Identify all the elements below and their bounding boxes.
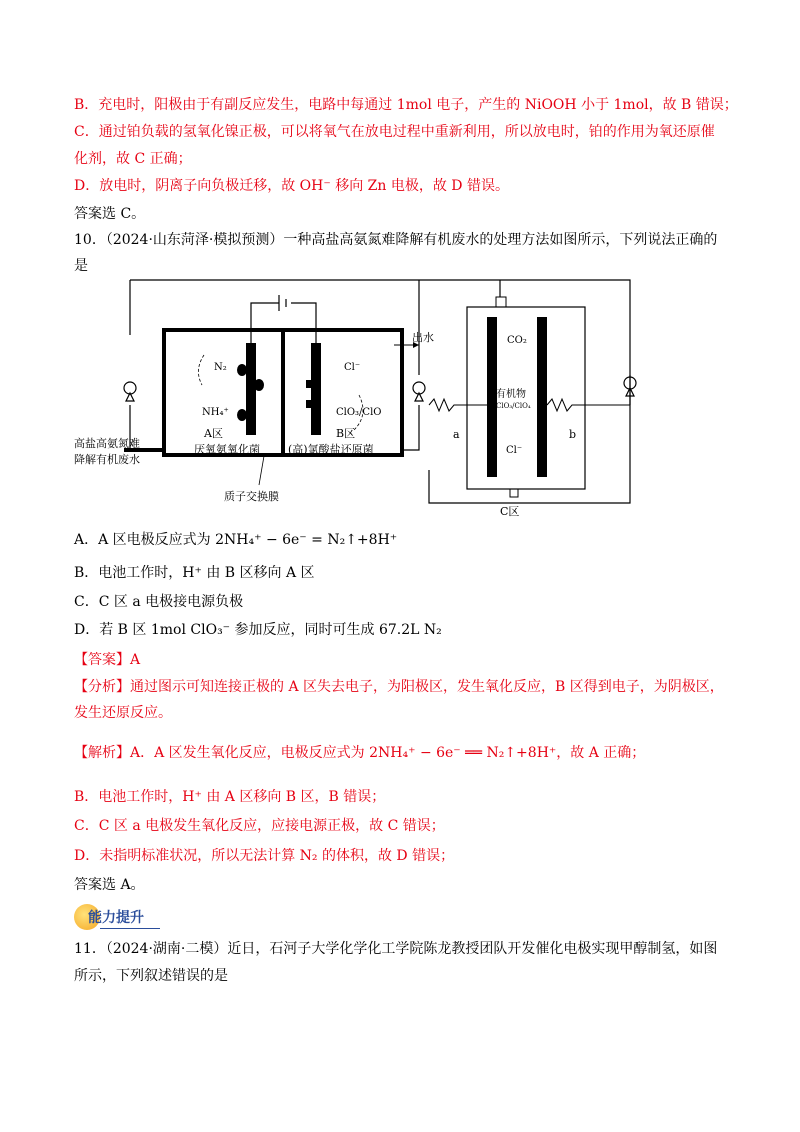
analysis-line1: 【分析】通过图示可知连接正极的 A 区失去电子，为阳极区，发生氧化反应，B 区得到电子，为阴极区， (74, 679, 724, 695)
svg-text:出水: 出水 (412, 331, 434, 344)
svg-text:CO₂: CO₂ (507, 335, 527, 346)
option-a: A．A 区电极反应式为 2NH₄⁺ − 6e⁻ = N₂↑+8H⁺ (74, 532, 398, 548)
svg-text:厌氧氨氧化菌: 厌氧氨氧化菌 (194, 443, 260, 456)
svg-text:降解有机废水: 降解有机废水 (74, 453, 140, 466)
svg-text:ClO₃/ClO₄: ClO₃/ClO₄ (496, 402, 531, 410)
svg-text:ClO₃/ClO: ClO₃/ClO (336, 407, 382, 418)
ability-badge (74, 904, 170, 930)
question-10-line2: 是 (74, 258, 88, 274)
prev-option-c-line2: 化剂，故 C 正确； (74, 151, 192, 167)
explanation-d: D．未指明标准状况，所以无法计算 N₂ 的体积，故 D 错误； (74, 848, 455, 864)
prev-option-b: B．充电时，阳极由于有副反应发生，电路中每通过 1mol 电子，产生的 NiOOH 小于 1mol，故 B 错误； (74, 97, 738, 113)
svg-text:N₂: N₂ (214, 362, 227, 373)
electrode-a (246, 343, 256, 435)
answer: 【答案】A (74, 652, 141, 668)
electrode-b (311, 343, 321, 435)
option-d: D．若 B 区 1mol ClO₃⁻ 参加反应，同时可生成 67.2L N₂ (74, 622, 442, 638)
badge-rule (100, 928, 160, 929)
prev-option-c-line1: C．通过铂负载的氢氧化镍正极，可以将氧气在放电过程中重新利用，所以放电时，铂的作用为氧还原催 (74, 124, 715, 140)
electrolysis-diagram (74, 275, 644, 520)
svg-text:(高)氯酸盐还原菌: (高)氯酸盐还原菌 (288, 443, 374, 456)
analysis-line2: 发生还原反应。 (74, 705, 172, 721)
svg-text:a: a (453, 428, 460, 441)
svg-text:C区: C区 (500, 505, 520, 518)
pump-middle (413, 382, 425, 401)
explanation-c: C．C 区 a 电极发生氧化反应，应接电源正极，故 C 错误； (74, 818, 445, 834)
explanation-b: B．电池工作时，H⁺ 由 A 区移向 B 区，B 错误； (74, 789, 386, 805)
svg-text:质子交换膜: 质子交换膜 (224, 490, 279, 503)
svg-text:Cl⁻: Cl⁻ (344, 362, 361, 373)
question-11-line2: 所示，下列叙述错误的是 (74, 968, 228, 984)
badge-label: 能力提升 (88, 910, 144, 926)
svg-text:B区: B区 (336, 427, 356, 440)
svg-text:NH₄⁺: NH₄⁺ (202, 407, 229, 418)
option-b: B．电池工作时，H⁺ 由 B 区移向 A 区 (74, 565, 315, 581)
svg-text:有机物: 有机物 (496, 389, 526, 400)
question-11-line1: 11．（2024·湖南·二模）近日，石河子大学化学化工学院陈龙教授团队开发催化电极实现甲醇制氢，如图 (74, 941, 718, 957)
explanation-a: 【解析】A．A 区发生氧化反应，电极反应式为 2NH₄⁺ − 6e⁻ ══ N₂↑+8H⁺，故 A 正确； (74, 745, 646, 761)
prev-answer: 答案选 C。 (74, 206, 146, 222)
prev-option-d: D．放电时，阴离子向负极迁移，故 OH⁻ 移向 Zn 电极，故 D 错误。 (74, 178, 509, 194)
svg-text:Cl⁻: Cl⁻ (506, 445, 523, 456)
answer-10: 答案选 A。 (74, 877, 145, 893)
svg-text:高盐高氨氮难: 高盐高氨氮难 (74, 437, 140, 450)
svg-text:b: b (569, 428, 577, 441)
question-10-line1: 10．（2024·山东菏泽·模拟预测）一种高盐高氨氮难降解有机废水的处理方法如图所示，下列说法正确的 (74, 232, 718, 248)
option-c: C．C 区 a 电极接电源负极 (74, 594, 244, 610)
svg-text:A区: A区 (204, 427, 223, 440)
pump-left (124, 382, 136, 401)
electrode-c-b (537, 317, 547, 477)
